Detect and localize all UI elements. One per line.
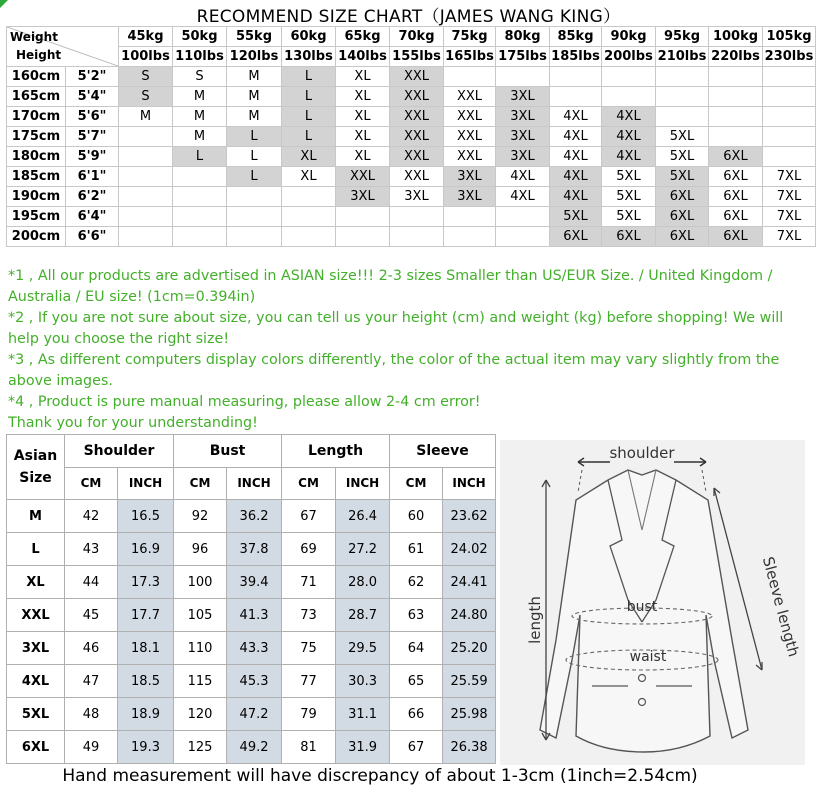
weight-lbs-header: 130lbs bbox=[282, 47, 336, 67]
measure-cm-value: 47 bbox=[65, 665, 118, 698]
size-cell bbox=[119, 187, 173, 207]
height-ft: 5'9" bbox=[66, 147, 119, 167]
measure-cm-value: 65 bbox=[390, 665, 443, 698]
measure-inch-value: 18.5 bbox=[118, 665, 174, 698]
measure-size: L bbox=[7, 533, 65, 566]
height-cm: 190cm bbox=[7, 187, 66, 207]
size-cell: 5XL bbox=[656, 167, 709, 187]
measure-row bbox=[7, 500, 496, 533]
label-shoulder: shoulder bbox=[609, 444, 675, 462]
weight-lbs-header: 100lbs bbox=[119, 47, 173, 67]
size-cell: 5XL bbox=[602, 187, 656, 207]
size-cell bbox=[763, 87, 816, 107]
measure-cm-value: 120 bbox=[174, 698, 227, 731]
measure-inch-value: 23.62 bbox=[443, 500, 496, 533]
size-cell bbox=[173, 187, 227, 207]
size-cell: XL bbox=[336, 67, 390, 87]
size-cell bbox=[119, 207, 173, 227]
size-cell: M bbox=[227, 107, 282, 127]
note-line: *2 , If you are not sure about size, you can tell us your height (cm) and weight (kg) before shopping! We will help you choose the right size! bbox=[8, 310, 784, 347]
size-cell: XXL bbox=[390, 167, 444, 187]
note-line: *1 , All our products are advertised in ASIAN size!!! 2-3 sizes Smaller than US/EUR Size. / United Kingdom / Australia / EU size! (1cm=0.394in) bbox=[8, 268, 773, 305]
size-cell: 7XL bbox=[763, 167, 816, 187]
size-cell: 6XL bbox=[709, 187, 763, 207]
weight-kg-header: 85kg bbox=[550, 27, 602, 47]
measure-group-header: Shoulder bbox=[65, 435, 174, 468]
size-chart-table bbox=[6, 26, 816, 247]
size-cell: 4XL bbox=[496, 167, 550, 187]
size-cell: S bbox=[173, 67, 227, 87]
size-cell: 3XL bbox=[496, 127, 550, 147]
measure-inch-value: 37.8 bbox=[227, 533, 282, 566]
height-cm: 175cm bbox=[7, 127, 66, 147]
size-cell bbox=[496, 207, 550, 227]
height-ft: 6'1" bbox=[66, 167, 119, 187]
measure-row bbox=[7, 665, 496, 698]
height-ft: 5'7" bbox=[66, 127, 119, 147]
measure-cm-value: 69 bbox=[282, 533, 336, 566]
size-cell: XL bbox=[336, 87, 390, 107]
measure-row bbox=[7, 632, 496, 665]
size-cell bbox=[173, 227, 227, 247]
size-cell: 6XL bbox=[709, 147, 763, 167]
size-cell: L bbox=[227, 167, 282, 187]
size-cell: 4XL bbox=[550, 107, 602, 127]
size-cell: XXL bbox=[390, 127, 444, 147]
size-chart-corner bbox=[7, 27, 119, 67]
measure-size: XXL bbox=[7, 599, 65, 632]
height-ft: 6'4" bbox=[66, 207, 119, 227]
size-cell bbox=[119, 227, 173, 247]
size-cell: 5XL bbox=[656, 147, 709, 167]
weight-kg-header: 55kg bbox=[227, 27, 282, 47]
label-length: length bbox=[526, 596, 544, 644]
size-cell bbox=[282, 207, 336, 227]
height-cm: 160cm bbox=[7, 67, 66, 87]
measure-inch-value: 27.2 bbox=[336, 533, 390, 566]
size-cell: 4XL bbox=[550, 167, 602, 187]
measure-cm-value: 45 bbox=[65, 599, 118, 632]
measure-inch-value: 28.7 bbox=[336, 599, 390, 632]
height-ft: 6'6" bbox=[66, 227, 119, 247]
size-cell: XXL bbox=[390, 107, 444, 127]
measure-row bbox=[7, 731, 496, 764]
measure-cm-value: 125 bbox=[174, 731, 227, 764]
size-cell: 3XL bbox=[496, 87, 550, 107]
size-cell: 6XL bbox=[602, 227, 656, 247]
size-cell: 4XL bbox=[602, 107, 656, 127]
size-cell bbox=[227, 187, 282, 207]
measure-row bbox=[7, 533, 496, 566]
size-cell bbox=[496, 227, 550, 247]
measure-cm-value: 75 bbox=[282, 632, 336, 665]
height-ft: 5'2" bbox=[66, 67, 119, 87]
measure-size: 6XL bbox=[7, 731, 65, 764]
size-cell: 3XL bbox=[496, 147, 550, 167]
size-cell: S bbox=[119, 87, 173, 107]
size-cell: 6XL bbox=[656, 207, 709, 227]
weight-kg-header: 65kg bbox=[336, 27, 390, 47]
measure-group-header: Bust bbox=[174, 435, 282, 468]
measure-inch-value: 17.7 bbox=[118, 599, 174, 632]
label-bust: bust bbox=[626, 599, 658, 615]
size-cell bbox=[709, 127, 763, 147]
size-cell: XXL bbox=[336, 167, 390, 187]
weight-lbs-header: 120lbs bbox=[227, 47, 282, 67]
size-cell: 6XL bbox=[550, 227, 602, 247]
size-cell: 6XL bbox=[709, 207, 763, 227]
size-cell: S bbox=[119, 67, 173, 87]
measure-size: 3XL bbox=[7, 632, 65, 665]
weight-lbs-header: 230lbs bbox=[763, 47, 816, 67]
height-cm: 180cm bbox=[7, 147, 66, 167]
measure-cm-value: 81 bbox=[282, 731, 336, 764]
measure-unit-row bbox=[7, 467, 496, 500]
size-cell bbox=[602, 67, 656, 87]
measure-inch-value: 17.3 bbox=[118, 566, 174, 599]
size-cell: 4XL bbox=[550, 127, 602, 147]
unit-inch: INCH bbox=[227, 467, 282, 500]
height-cm: 170cm bbox=[7, 107, 66, 127]
size-cell: M bbox=[173, 127, 227, 147]
size-cell: 6XL bbox=[709, 167, 763, 187]
measure-cm-value: 43 bbox=[65, 533, 118, 566]
size-cell: XXL bbox=[390, 67, 444, 87]
measure-cm-value: 105 bbox=[174, 599, 227, 632]
weight-lbs-header: 155lbs bbox=[390, 47, 444, 67]
size-cell bbox=[709, 67, 763, 87]
size-cell: XXL bbox=[444, 107, 496, 127]
size-cell: 3XL bbox=[496, 107, 550, 127]
size-cell: 7XL bbox=[763, 187, 816, 207]
measure-cm-value: 62 bbox=[390, 566, 443, 599]
size-cell: L bbox=[282, 87, 336, 107]
measure-header-row bbox=[7, 435, 496, 468]
weight-lbs-header: 110lbs bbox=[173, 47, 227, 67]
measure-inch-value: 31.1 bbox=[336, 698, 390, 731]
measure-inch-value: 43.3 bbox=[227, 632, 282, 665]
measure-size: XL bbox=[7, 566, 65, 599]
notes-block bbox=[8, 266, 812, 434]
measure-inch-value: 29.5 bbox=[336, 632, 390, 665]
measure-size: 4XL bbox=[7, 665, 65, 698]
size-cell bbox=[390, 227, 444, 247]
size-cell: 6XL bbox=[656, 187, 709, 207]
height-ft: 5'4" bbox=[66, 87, 119, 107]
measure-cm-value: 61 bbox=[390, 533, 443, 566]
measure-inch-value: 26.38 bbox=[443, 731, 496, 764]
measure-size: 5XL bbox=[7, 698, 65, 731]
measure-cm-value: 44 bbox=[65, 566, 118, 599]
jacket-diagram bbox=[500, 440, 805, 765]
measure-cm-value: 63 bbox=[390, 599, 443, 632]
unit-cm: CM bbox=[282, 467, 336, 500]
size-cell bbox=[550, 67, 602, 87]
size-chart-row bbox=[7, 67, 816, 87]
measure-inch-value: 39.4 bbox=[227, 566, 282, 599]
size-cell: 7XL bbox=[763, 207, 816, 227]
weight-lbs-header: 220lbs bbox=[709, 47, 763, 67]
size-cell: XXL bbox=[444, 87, 496, 107]
weight-kg-header: 50kg bbox=[173, 27, 227, 47]
size-cell: XL bbox=[336, 127, 390, 147]
size-chart-row bbox=[7, 207, 816, 227]
measure-cm-value: 77 bbox=[282, 665, 336, 698]
size-cell: XXL bbox=[444, 147, 496, 167]
weight-label: Weight bbox=[10, 30, 58, 44]
weight-kg-header: 75kg bbox=[444, 27, 496, 47]
measure-cm-value: 49 bbox=[65, 731, 118, 764]
measure-cm-value: 92 bbox=[174, 500, 227, 533]
size-cell bbox=[656, 87, 709, 107]
height-ft: 6'2" bbox=[66, 187, 119, 207]
size-cell bbox=[336, 207, 390, 227]
measure-row bbox=[7, 698, 496, 731]
size-cell bbox=[763, 107, 816, 127]
size-cell: L bbox=[227, 147, 282, 167]
size-cell: 6XL bbox=[709, 227, 763, 247]
size-cell: M bbox=[227, 87, 282, 107]
measure-inch-value: 18.1 bbox=[118, 632, 174, 665]
size-cell bbox=[119, 147, 173, 167]
page-title: RECOMMEND SIZE CHART（JAMES WANG KING） bbox=[196, 7, 621, 27]
weight-lbs-header: 210lbs bbox=[656, 47, 709, 67]
size-cell bbox=[390, 207, 444, 227]
footer-note: Hand measurement will have discrepancy of about 1-3cm (1inch=2.54cm) bbox=[62, 766, 698, 786]
measure-row bbox=[7, 599, 496, 632]
size-cell: L bbox=[227, 127, 282, 147]
size-cell bbox=[282, 227, 336, 247]
size-cell bbox=[444, 227, 496, 247]
size-cell bbox=[763, 127, 816, 147]
weight-lbs-header: 175lbs bbox=[496, 47, 550, 67]
size-cell: L bbox=[173, 147, 227, 167]
measure-inch-value: 36.2 bbox=[227, 500, 282, 533]
measure-cm-value: 42 bbox=[65, 500, 118, 533]
size-cell bbox=[282, 187, 336, 207]
size-cell: 4XL bbox=[550, 187, 602, 207]
measure-inch-value: 16.9 bbox=[118, 533, 174, 566]
measure-inch-value: 31.9 bbox=[336, 731, 390, 764]
size-chart-row bbox=[7, 167, 816, 187]
measure-size: M bbox=[7, 500, 65, 533]
size-cell: XXL bbox=[390, 87, 444, 107]
measure-cm-value: 67 bbox=[282, 500, 336, 533]
measure-inch-value: 26.4 bbox=[336, 500, 390, 533]
measure-cm-value: 60 bbox=[390, 500, 443, 533]
measure-row bbox=[7, 566, 496, 599]
size-cell bbox=[444, 207, 496, 227]
weight-kg-header: 95kg bbox=[656, 27, 709, 47]
size-cell: M bbox=[173, 87, 227, 107]
size-chart-header-row bbox=[7, 27, 816, 47]
size-cell bbox=[496, 67, 550, 87]
size-cell: 5XL bbox=[602, 207, 656, 227]
size-chart-row bbox=[7, 187, 816, 207]
asian-size-header: Asian Size bbox=[7, 435, 65, 500]
size-cell: 3XL bbox=[444, 187, 496, 207]
size-cell: 3XL bbox=[444, 167, 496, 187]
weight-lbs-header: 140lbs bbox=[336, 47, 390, 67]
size-chart-lbs-row bbox=[7, 47, 816, 67]
size-cell: 3XL bbox=[390, 187, 444, 207]
size-cell bbox=[119, 127, 173, 147]
jacket-illustration bbox=[500, 440, 805, 765]
size-cell: 4XL bbox=[496, 187, 550, 207]
unit-cm: CM bbox=[174, 467, 227, 500]
size-cell: 4XL bbox=[602, 147, 656, 167]
weight-kg-header: 105kg bbox=[763, 27, 816, 47]
size-chart-row bbox=[7, 87, 816, 107]
size-cell: XL bbox=[336, 147, 390, 167]
weight-kg-header: 70kg bbox=[390, 27, 444, 47]
size-cell bbox=[173, 207, 227, 227]
size-chart-row bbox=[7, 227, 816, 247]
measure-cm-value: 71 bbox=[282, 566, 336, 599]
size-cell: XXL bbox=[444, 127, 496, 147]
weight-kg-header: 90kg bbox=[602, 27, 656, 47]
size-cell: 4XL bbox=[550, 147, 602, 167]
size-cell bbox=[173, 167, 227, 187]
size-cell bbox=[763, 67, 816, 87]
size-cell bbox=[656, 107, 709, 127]
weight-lbs-header: 200lbs bbox=[602, 47, 656, 67]
note-line: Thank you for your understanding! bbox=[8, 415, 258, 431]
weight-kg-header: 80kg bbox=[496, 27, 550, 47]
height-ft: 5'6" bbox=[66, 107, 119, 127]
measure-cm-value: 48 bbox=[65, 698, 118, 731]
height-cm: 195cm bbox=[7, 207, 66, 227]
size-chart-row bbox=[7, 127, 816, 147]
measure-cm-value: 64 bbox=[390, 632, 443, 665]
unit-cm: CM bbox=[65, 467, 118, 500]
measure-cm-value: 46 bbox=[65, 632, 118, 665]
unit-inch: INCH bbox=[118, 467, 174, 500]
size-cell bbox=[709, 87, 763, 107]
measure-cm-value: 79 bbox=[282, 698, 336, 731]
measure-inch-value: 19.3 bbox=[118, 731, 174, 764]
size-cell bbox=[709, 107, 763, 127]
size-cell: L bbox=[282, 127, 336, 147]
size-cell: 5XL bbox=[550, 207, 602, 227]
measure-inch-value: 30.3 bbox=[336, 665, 390, 698]
size-cell bbox=[763, 147, 816, 167]
weight-lbs-header: 165lbs bbox=[444, 47, 496, 67]
measure-inch-value: 18.9 bbox=[118, 698, 174, 731]
unit-inch: INCH bbox=[336, 467, 390, 500]
size-cell bbox=[602, 87, 656, 107]
unit-inch: INCH bbox=[443, 467, 496, 500]
weight-lbs-header: 185lbs bbox=[550, 47, 602, 67]
size-cell: XXL bbox=[390, 147, 444, 167]
size-cell: XL bbox=[282, 147, 336, 167]
size-cell: 7XL bbox=[763, 227, 816, 247]
measure-inch-value: 25.59 bbox=[443, 665, 496, 698]
size-cell: 5XL bbox=[602, 167, 656, 187]
height-cm: 185cm bbox=[7, 167, 66, 187]
measure-group-header: Length bbox=[282, 435, 390, 468]
measure-inch-value: 16.5 bbox=[118, 500, 174, 533]
height-cm: 200cm bbox=[7, 227, 66, 247]
size-cell bbox=[227, 227, 282, 247]
size-cell bbox=[336, 227, 390, 247]
size-chart-row bbox=[7, 107, 816, 127]
size-cell: M bbox=[173, 107, 227, 127]
measure-inch-value: 49.2 bbox=[227, 731, 282, 764]
measure-inch-value: 24.41 bbox=[443, 566, 496, 599]
note-line: *4 , Product is pure manual measuring, please allow 2-4 cm error! bbox=[8, 394, 481, 410]
measure-cm-value: 67 bbox=[390, 731, 443, 764]
size-cell bbox=[227, 207, 282, 227]
height-label: Height bbox=[16, 48, 62, 62]
size-cell: XL bbox=[336, 107, 390, 127]
weight-kg-header: 45kg bbox=[119, 27, 173, 47]
weight-kg-header: 60kg bbox=[282, 27, 336, 47]
size-cell: 3XL bbox=[336, 187, 390, 207]
measure-cm-value: 110 bbox=[174, 632, 227, 665]
measure-inch-value: 47.2 bbox=[227, 698, 282, 731]
height-cm: 165cm bbox=[7, 87, 66, 107]
measure-cm-value: 73 bbox=[282, 599, 336, 632]
size-cell: 6XL bbox=[656, 227, 709, 247]
measure-inch-value: 41.3 bbox=[227, 599, 282, 632]
note-line: *3 , As different computers display colors differently, the color of the actual item may vary slightly from the above images. bbox=[8, 352, 780, 389]
size-chart-row bbox=[7, 147, 816, 167]
size-cell: XL bbox=[282, 167, 336, 187]
measure-inch-value: 45.3 bbox=[227, 665, 282, 698]
unit-cm: CM bbox=[390, 467, 443, 500]
size-cell: L bbox=[282, 67, 336, 87]
size-cell bbox=[656, 67, 709, 87]
weight-kg-header: 100kg bbox=[709, 27, 763, 47]
size-cell: M bbox=[119, 107, 173, 127]
measure-inch-value: 24.02 bbox=[443, 533, 496, 566]
measure-inch-value: 25.98 bbox=[443, 698, 496, 731]
size-cell: 5XL bbox=[656, 127, 709, 147]
size-cell bbox=[119, 167, 173, 187]
size-cell: 4XL bbox=[602, 127, 656, 147]
label-sleeve-length: Sleeve length bbox=[758, 554, 803, 659]
measure-cm-value: 96 bbox=[174, 533, 227, 566]
size-cell: L bbox=[282, 107, 336, 127]
measure-inch-value: 28.0 bbox=[336, 566, 390, 599]
measure-cm-value: 66 bbox=[390, 698, 443, 731]
measure-inch-value: 24.80 bbox=[443, 599, 496, 632]
measure-group-header: Sleeve bbox=[390, 435, 496, 468]
measure-inch-value: 25.20 bbox=[443, 632, 496, 665]
measurement-table bbox=[6, 434, 496, 764]
size-cell: M bbox=[227, 67, 282, 87]
measure-cm-value: 115 bbox=[174, 665, 227, 698]
label-waist: waist bbox=[629, 649, 667, 665]
measure-cm-value: 100 bbox=[174, 566, 227, 599]
size-cell bbox=[550, 87, 602, 107]
size-cell bbox=[444, 67, 496, 87]
